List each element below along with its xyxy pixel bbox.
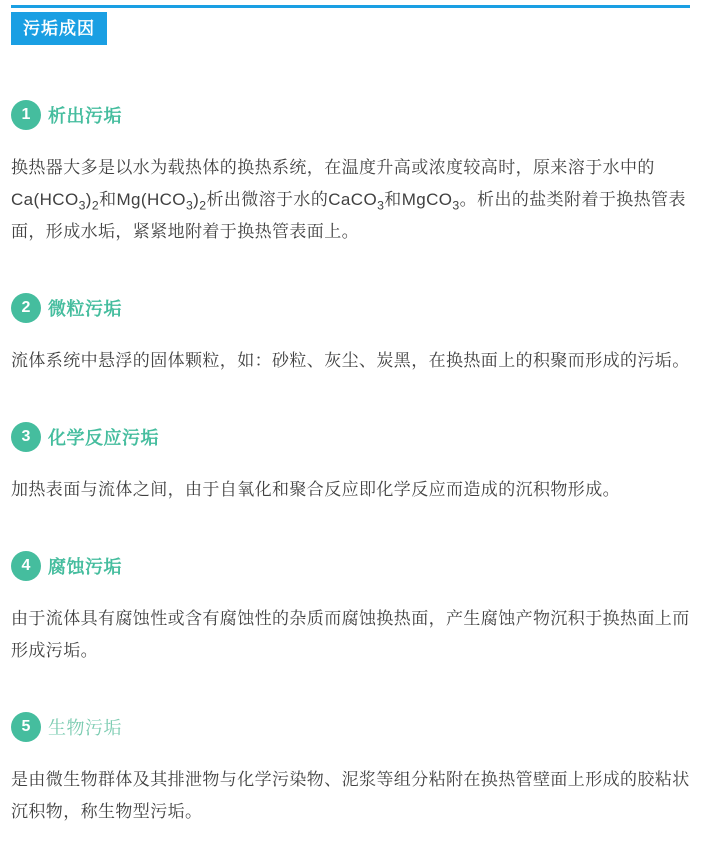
fouling-section	[11, 422, 690, 506]
section-title: 腐蚀污垢	[48, 557, 122, 577]
fouling-section	[11, 551, 690, 667]
section-title: 析出污垢	[48, 106, 122, 126]
section-number-badge	[11, 422, 41, 452]
section-number-badge	[11, 293, 41, 323]
section-heading	[11, 422, 690, 452]
top-divider-rule	[11, 5, 690, 8]
section-number: 4	[21, 557, 31, 574]
section-number: 5	[21, 718, 31, 735]
section-paragraph: 流体系统中悬浮的固体颗粒，如：砂粒、灰尘、炭黑，在换热面上的积聚而形成的污垢。	[11, 351, 690, 370]
section-number: 2	[21, 299, 31, 316]
fouling-section	[11, 712, 690, 828]
section-heading	[11, 293, 690, 323]
section-heading	[11, 100, 690, 130]
fouling-section	[11, 293, 690, 377]
fouling-section	[11, 100, 690, 248]
article-page	[0, 5, 701, 828]
section-paragraph: 由于流体具有腐蚀性或含有腐蚀性的杂质而腐蚀换热面，产生腐蚀产物沉积于换热面上而形成污垢。	[11, 609, 690, 660]
section-number-badge	[11, 551, 41, 581]
section-paragraph: 加热表面与流体之间，由于自氧化和聚合反应即化学反应而造成的沉积物形成。	[11, 480, 620, 499]
section-heading	[11, 712, 690, 742]
page-title-badge: 污垢成因	[11, 12, 107, 45]
section-number-badge	[11, 100, 41, 130]
section-number-badge	[11, 712, 41, 742]
section-title: 生物污垢	[48, 718, 122, 738]
section-paragraph: 是由微生物群体及其排泄物与化学污染物、泥浆等组分粘附在换热管壁面上形成的胶粘状沉积物，称生物型污垢。	[11, 770, 690, 821]
sections	[11, 100, 690, 828]
section-title: 微粒污垢	[48, 299, 122, 319]
section-number: 3	[21, 428, 31, 445]
section-title: 化学反应污垢	[48, 428, 159, 448]
section-paragraph: 换热器大多是以水为载热体的换热系统，在温度升高或浓度较高时，原来溶于水中的$Ca(HCO_3)_2$和$Mg(HCO_3)_2$析出微溶于水的CaCO$_3$和MgCO$_3$。析出的盐类附着于换热管表面，形成水垢，紧紧地附着于换热管表面上。	[11, 158, 686, 241]
section-number: 1	[21, 106, 31, 123]
section-heading	[11, 551, 690, 581]
